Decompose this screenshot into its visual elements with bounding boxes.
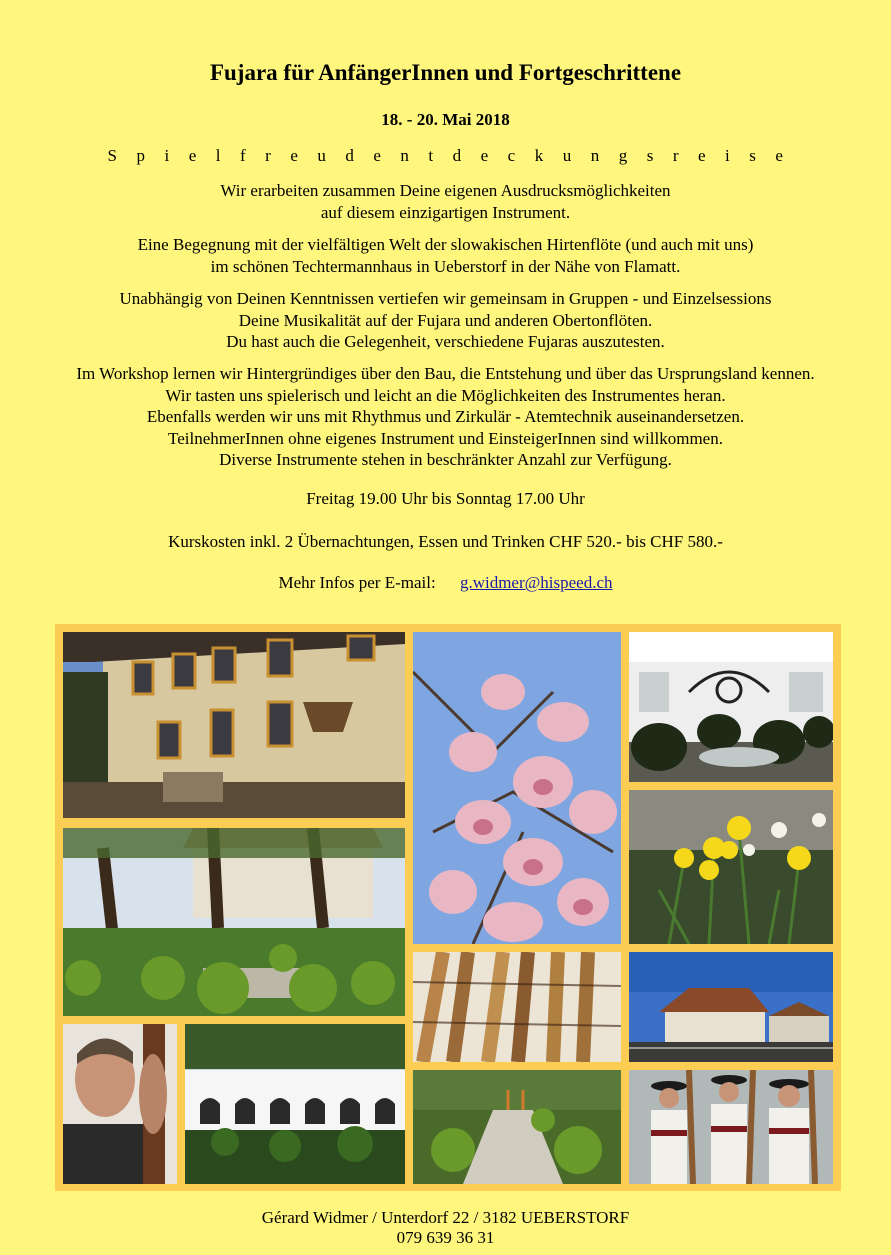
event-date: 18. - 20. Mai 2018 [381, 110, 510, 129]
intro-paragraph [0, 180, 891, 223]
text-line: Ebenfalls werden wir uns mit Rhythmus und Zirkulär - Atemtechnik auseinandersetzen. [146, 407, 745, 427]
text-line: Im Workshop lernen wir Hintergründiges über den Bau, die Entstehung und über das Ursprungsland kennen. [76, 364, 815, 383]
course-times: Freitag 19.00 Uhr bis Sonntag 17.00 Uhr [306, 489, 585, 508]
text-line: TeilnehmerInnen ohne eigenes Instrument und EinsteigerInnen sind willkommen. [168, 428, 723, 448]
venue-paragraph [0, 234, 891, 277]
tent-interior-photo [629, 632, 833, 782]
folk-musicians-photo [629, 1070, 833, 1184]
daffodils-photo [629, 790, 833, 944]
house-facade-photo [63, 632, 405, 818]
footer-phone: 079 639 36 31 [396, 1228, 495, 1247]
musician-portrait-photo [63, 1024, 177, 1184]
magnolia-photo [413, 632, 621, 944]
text-line: Unabhängig von Deinen Kenntnissen vertiefen wir gemeinsam in Gruppen - und Einzelsessions [119, 289, 772, 308]
skills-paragraph [0, 288, 891, 353]
photo-collage [55, 624, 841, 1191]
text-line: Diverse Instrumente stehen in beschränkter Anzahl zur Verfügung. [219, 450, 672, 470]
page-title: Fujara für AnfängerInnen und Fortgeschrittene [209, 60, 682, 85]
text-line: Deine Musikalität auf der Fujara und anderen Obertonflöten. [238, 310, 653, 330]
contact-line [0, 573, 891, 593]
email-link[interactable]: g.widmer@hispeed.ch [459, 573, 613, 592]
text-line: Eine Begegnung mit der vielfältigen Welt der slowakischen Hirtenflöte (und auch mit uns) [137, 235, 754, 254]
garden-path-photo [413, 1070, 621, 1184]
course-costs: Kurskosten inkl. 2 Übernachtungen, Essen und Trinken CHF 520.- bis CHF 580.- [168, 532, 723, 551]
text-line: Du hast auch die Gelegenheit, verschiedene Fujaras auszutesten. [226, 332, 665, 352]
text-line: Wir tasten uns spielerisch und leicht an die Möglichkeiten des Instrumentes heran. [165, 385, 726, 405]
footer-address: Gérard Widmer / Unterdorf 22 / 3182 UEBERSTORF [261, 1208, 630, 1227]
workshop-paragraph [0, 363, 891, 471]
text-line: im schönen Techtermannhaus in Ueberstorf in der Nähe von Flamatt. [210, 256, 681, 276]
text-line: Wir erarbeiten zusammen Deine eigenen Ausdrucksmöglichkeiten [220, 181, 671, 200]
white-tent-photo [185, 1024, 405, 1184]
tagline: Spielfreudentdeckungsreise [107, 146, 803, 165]
text-line: auf diesem einzigartigen Instrument. [320, 202, 571, 222]
contact-label: Mehr Infos per E-mail: [278, 573, 436, 592]
town-building-photo [629, 952, 833, 1062]
fujara-instruments-photo [413, 952, 621, 1062]
garden-house-photo [63, 828, 405, 1016]
